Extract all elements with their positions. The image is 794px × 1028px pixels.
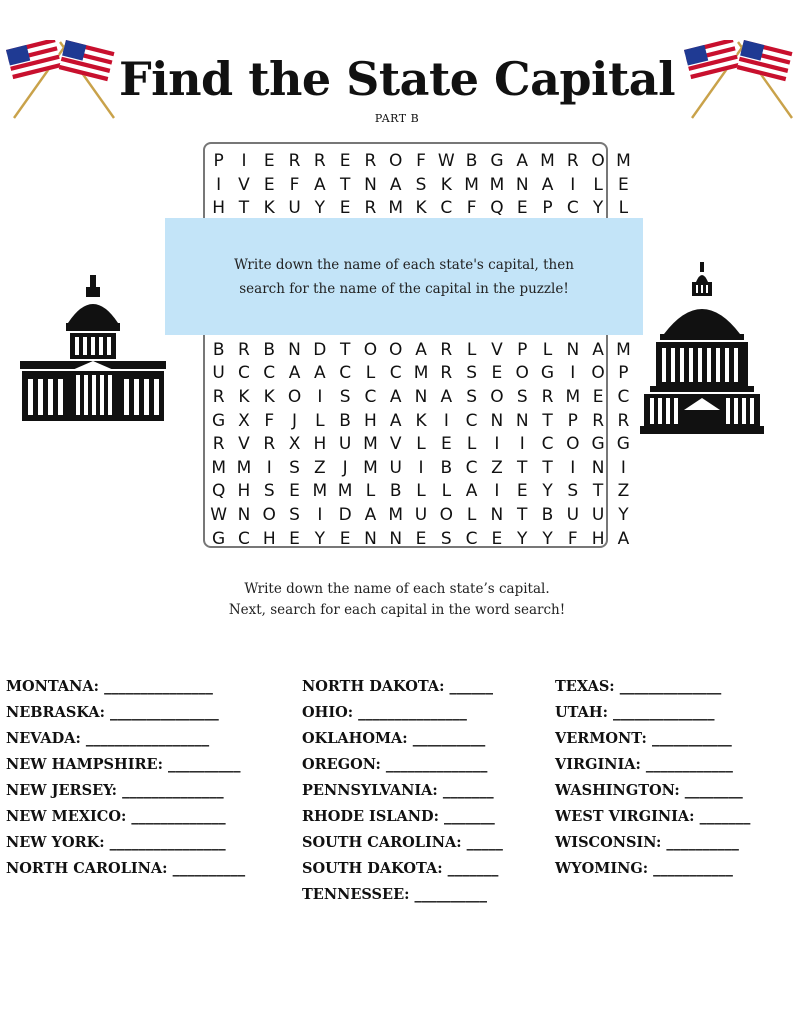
grid-letter[interactable]: S: [516, 386, 528, 407]
grid-letter[interactable]: Y: [542, 481, 553, 502]
instructions: [0, 579, 794, 621]
state-entry[interactable]: OKLAHOMA: __________: [302, 730, 486, 747]
grid-letter[interactable]: B: [339, 410, 351, 431]
grid-letter[interactable]: T: [517, 504, 528, 525]
grid-letter[interactable]: T: [238, 198, 250, 219]
grid-letter[interactable]: E: [491, 363, 503, 384]
grid-letter[interactable]: E: [491, 528, 503, 549]
grid-letter[interactable]: V: [389, 434, 402, 455]
grid-letter[interactable]: S: [289, 504, 300, 525]
grid-letter[interactable]: S: [466, 386, 478, 407]
grid-letter[interactable]: U: [414, 504, 428, 525]
state-entry[interactable]: OREGON: ______________: [302, 756, 488, 773]
grid-letter[interactable]: K: [415, 410, 427, 431]
state-entry[interactable]: VERMONT: ___________: [555, 730, 732, 747]
grid-letter[interactable]: I: [317, 386, 323, 407]
grid-letter[interactable]: O: [389, 339, 403, 360]
grid-letter[interactable]: M: [540, 151, 555, 171]
state-entry[interactable]: NEBRASKA: _______________: [6, 704, 219, 721]
grid-letter[interactable]: E: [339, 198, 351, 219]
grid-row: [206, 174, 636, 198]
capitol-building-icon-right: [640, 262, 764, 434]
grid-letter[interactable]: H: [212, 198, 226, 219]
grid-letter[interactable]: R: [617, 410, 630, 431]
grid-row: [206, 480, 636, 504]
grid-letter[interactable]: C: [389, 363, 402, 384]
state-entry[interactable]: PENNSYLVANIA: _______: [302, 782, 494, 799]
grid-letter[interactable]: V: [238, 174, 250, 195]
grid-letter[interactable]: T: [542, 457, 553, 478]
grid-letter[interactable]: R: [541, 386, 554, 407]
grid-letter[interactable]: A: [617, 528, 630, 549]
grid-letter[interactable]: F: [416, 151, 426, 171]
grid-letter[interactable]: C: [465, 528, 478, 549]
grid-letter[interactable]: L: [416, 481, 426, 502]
grid-letter[interactable]: E: [289, 528, 300, 549]
grid-letter[interactable]: L: [416, 434, 426, 455]
state-entry[interactable]: WASHINGTON: ________: [555, 782, 743, 799]
grid-letter[interactable]: O: [515, 363, 529, 384]
grid-row: [206, 150, 636, 174]
grid-letter[interactable]: S: [440, 528, 452, 549]
grid-letter[interactable]: E: [415, 528, 427, 549]
grid-letter[interactable]: Y: [618, 504, 629, 525]
instructions-line-1: Write down the name of each state’s capital.: [244, 581, 550, 597]
state-entry[interactable]: TENNESSEE: __________: [302, 886, 488, 903]
grid-letter[interactable]: O: [591, 363, 605, 384]
grid-letter[interactable]: M: [211, 457, 226, 478]
grid-letter[interactable]: I: [570, 457, 576, 478]
grid-letter[interactable]: A: [314, 363, 326, 384]
grid-letter[interactable]: X: [288, 434, 301, 455]
grid-letter[interactable]: F: [289, 174, 300, 195]
grid-row: [206, 504, 636, 528]
grid-letter[interactable]: M: [616, 151, 631, 171]
grid-letter[interactable]: B: [263, 339, 276, 360]
grid-letter[interactable]: P: [213, 151, 224, 171]
grid-letter[interactable]: L: [618, 198, 629, 219]
grid-letter[interactable]: L: [441, 481, 452, 502]
grid-letter[interactable]: R: [364, 151, 377, 171]
grid-letter[interactable]: I: [494, 481, 500, 502]
grid-letter[interactable]: M: [464, 174, 479, 195]
capitol-building-icon-left: [18, 275, 168, 421]
grid-letter[interactable]: S: [263, 481, 275, 502]
grid-letter[interactable]: O: [591, 151, 605, 171]
grid-letter[interactable]: E: [516, 198, 528, 219]
grid-letter[interactable]: J: [292, 410, 298, 431]
grid-letter[interactable]: R: [440, 363, 453, 384]
state-entry[interactable]: WEST VIRGINIA: _______: [555, 808, 751, 825]
grid-letter[interactable]: G: [212, 528, 226, 549]
grid-letter[interactable]: N: [515, 174, 529, 195]
state-entry[interactable]: VIRGINIA: ____________: [555, 756, 733, 773]
grid-row: [206, 528, 636, 552]
grid-letter[interactable]: G: [616, 434, 630, 455]
state-entry[interactable]: MONTANA: _______________: [6, 678, 213, 695]
state-entry[interactable]: NEW JERSEY: ______________: [6, 782, 224, 799]
grid-letter[interactable]: M: [565, 386, 581, 407]
grid-letter[interactable]: A: [314, 174, 326, 195]
grid-letter[interactable]: A: [389, 410, 402, 431]
grid-letter[interactable]: B: [389, 481, 402, 502]
states-column-2: [302, 676, 503, 910]
grid-letter[interactable]: M: [388, 504, 404, 525]
grid-letter[interactable]: S: [415, 174, 427, 195]
grid-letter[interactable]: M: [236, 457, 252, 478]
state-entry[interactable]: NORTH DAKOTA: ______: [302, 678, 494, 695]
grid-letter[interactable]: J: [342, 457, 348, 478]
grid-letter[interactable]: E: [516, 481, 528, 502]
state-entry[interactable]: SOUTH DAKOTA: _______: [302, 860, 499, 877]
grid-letter[interactable]: O: [287, 386, 302, 407]
grid-letter[interactable]: K: [263, 386, 275, 407]
grid-letter[interactable]: I: [494, 434, 500, 455]
state-entry[interactable]: UTAH: ______________: [555, 704, 715, 721]
grid-letter[interactable]: S: [339, 386, 351, 407]
grid-letter[interactable]: Z: [491, 457, 503, 478]
grid-letter[interactable]: A: [288, 363, 301, 384]
grid-letter[interactable]: A: [516, 151, 529, 171]
grid-letter[interactable]: R: [263, 434, 276, 455]
grid-row: [206, 339, 636, 363]
grid-letter[interactable]: N: [490, 504, 504, 525]
grid-letter[interactable]: L: [542, 339, 553, 360]
grid-letter[interactable]: N: [515, 410, 529, 431]
state-entry[interactable]: WISCONSIN: __________: [555, 834, 739, 851]
grid-letter[interactable]: R: [364, 198, 377, 219]
state-entry[interactable]: NEVADA: _________________: [6, 730, 210, 747]
grid-letter[interactable]: U: [389, 457, 402, 478]
grid-letter[interactable]: M: [337, 481, 353, 502]
grid-letter[interactable]: C: [238, 528, 250, 549]
grid-letter[interactable]: O: [363, 339, 378, 360]
state-entry[interactable]: RHODE ISLAND: _______: [302, 808, 495, 825]
grid-letter[interactable]: A: [440, 386, 453, 407]
grid-letter[interactable]: I: [418, 457, 424, 478]
grid-letter[interactable]: I: [317, 504, 323, 525]
grid-letter[interactable]: A: [415, 339, 427, 360]
page-title: Find the State Capital: [118, 52, 676, 106]
state-entry[interactable]: NEW HAMPSHIRE: __________: [6, 756, 241, 773]
grid-letter[interactable]: M: [489, 174, 505, 195]
grid-letter[interactable]: N: [364, 528, 377, 549]
grid-letter[interactable]: E: [339, 528, 351, 549]
grid-letter[interactable]: U: [338, 434, 352, 455]
grid-letter[interactable]: G: [490, 151, 504, 171]
grid-letter[interactable]: E: [263, 151, 275, 171]
grid-letter[interactable]: A: [541, 174, 554, 195]
grid-letter[interactable]: Y: [517, 528, 528, 549]
grid-letter[interactable]: R: [566, 151, 579, 171]
grid-letter[interactable]: C: [238, 363, 250, 384]
state-entry[interactable]: NEW YORK: ________________: [6, 834, 226, 851]
grid-letter[interactable]: Y: [592, 198, 604, 219]
grid-letter[interactable]: A: [389, 174, 402, 195]
state-entry[interactable]: WYOMING: ___________: [555, 860, 733, 877]
grid-letter[interactable]: H: [237, 481, 251, 502]
grid-letter[interactable]: N: [237, 504, 251, 525]
grid-letter[interactable]: A: [364, 504, 377, 525]
grid-letter[interactable]: U: [288, 198, 301, 219]
grid-letter[interactable]: K: [440, 174, 452, 195]
grid-letter[interactable]: S: [289, 457, 300, 478]
state-entry[interactable]: NEW MEXICO: _____________: [6, 808, 226, 825]
grid-letter[interactable]: D: [338, 504, 352, 525]
grid-letter[interactable]: Y: [314, 528, 326, 549]
grid-letter[interactable]: T: [542, 410, 553, 431]
grid-letter[interactable]: S: [567, 481, 579, 502]
grid-letter[interactable]: E: [339, 151, 351, 171]
grid-letter[interactable]: Z: [617, 481, 630, 502]
grid-letter[interactable]: A: [592, 339, 604, 360]
banner-line-1: Write down the name of each state's capital, then: [234, 256, 574, 273]
grid-letter[interactable]: C: [566, 198, 579, 219]
grid-letter[interactable]: I: [241, 151, 247, 171]
grid-letter[interactable]: I: [443, 410, 449, 431]
grid-letter[interactable]: N: [414, 386, 428, 407]
grid-letter[interactable]: R: [212, 386, 225, 407]
grid-letter[interactable]: E: [263, 174, 275, 195]
grid-letter[interactable]: P: [618, 363, 629, 384]
grid-letter[interactable]: R: [212, 434, 225, 455]
grid-row: [206, 386, 636, 410]
grid-letter[interactable]: Y: [542, 528, 553, 549]
state-entry[interactable]: NORTH CAROLINA: __________: [6, 860, 246, 877]
grid-letter[interactable]: H: [313, 434, 327, 455]
grid-letter[interactable]: U: [591, 504, 605, 525]
grid-letter[interactable]: R: [288, 151, 301, 171]
grid-letter[interactable]: T: [339, 174, 351, 195]
grid-letter[interactable]: F: [264, 410, 275, 431]
grid-letter[interactable]: I: [620, 457, 626, 478]
grid-letter[interactable]: L: [365, 363, 376, 384]
grid-letter[interactable]: C: [541, 434, 554, 455]
instruction-banner: [165, 218, 643, 335]
states-column-3: [555, 676, 750, 884]
grid-letter[interactable]: I: [519, 434, 525, 455]
grid-letter[interactable]: K: [415, 198, 427, 219]
grid-letter[interactable]: F: [567, 528, 578, 549]
state-entry[interactable]: OHIO: _______________: [302, 704, 467, 721]
state-entry[interactable]: TEXAS: ______________: [555, 678, 722, 695]
grid-letter[interactable]: I: [266, 457, 272, 478]
grid-letter[interactable]: G: [540, 363, 555, 384]
grid-letter[interactable]: A: [465, 481, 478, 502]
grid-letter[interactable]: M: [413, 363, 429, 384]
grid-letter[interactable]: B: [541, 504, 554, 525]
grid-letter[interactable]: L: [466, 339, 477, 360]
grid-letter[interactable]: Z: [314, 457, 326, 478]
instructions-line-2: Next, search for each capital in the word search!: [228, 602, 566, 618]
state-entry[interactable]: SOUTH CAROLINA: _____: [302, 834, 503, 851]
grid-letter[interactable]: K: [238, 386, 250, 407]
grid-letter[interactable]: P: [567, 410, 578, 431]
grid-letter[interactable]: C: [339, 363, 352, 384]
grid-letter[interactable]: G: [591, 434, 605, 455]
grid-letter[interactable]: H: [262, 528, 276, 549]
grid-letter[interactable]: T: [517, 457, 528, 478]
grid-letter[interactable]: O: [566, 434, 580, 455]
grid-letter[interactable]: K: [263, 198, 275, 219]
grid-letter[interactable]: R: [313, 151, 326, 171]
grid-letter[interactable]: B: [212, 339, 225, 360]
states-column-1: [6, 676, 245, 884]
grid-letter[interactable]: I: [216, 174, 222, 195]
grid-letter[interactable]: M: [616, 339, 631, 360]
grid-letter[interactable]: E: [289, 481, 300, 502]
grid-letter[interactable]: B: [440, 457, 453, 478]
grid-letter[interactable]: O: [439, 504, 454, 525]
grid-letter[interactable]: M: [312, 481, 328, 502]
grid-letter[interactable]: U: [566, 504, 580, 525]
grid-letter[interactable]: D: [313, 339, 327, 360]
grid-letter[interactable]: C: [465, 457, 478, 478]
grid-letter[interactable]: L: [365, 481, 376, 502]
grid-letter[interactable]: C: [465, 410, 478, 431]
grid-letter[interactable]: W: [437, 151, 455, 171]
grid-letter[interactable]: N: [364, 174, 377, 195]
grid-letter[interactable]: L: [466, 504, 477, 525]
grid-letter[interactable]: E: [618, 174, 629, 195]
grid-letter[interactable]: M: [363, 457, 378, 478]
grid-letter[interactable]: T: [339, 339, 351, 360]
grid-letter[interactable]: C: [263, 363, 276, 384]
grid-letter[interactable]: U: [212, 363, 225, 384]
grid-letter[interactable]: Y: [314, 198, 326, 219]
grid-letter[interactable]: R: [592, 410, 604, 431]
grid-letter[interactable]: N: [566, 339, 580, 360]
grid-letter[interactable]: O: [262, 504, 276, 525]
grid-letter[interactable]: I: [570, 363, 576, 384]
grid-letter[interactable]: R: [238, 339, 250, 360]
banner-line-2: search for the name of the capital in the puzzle!: [239, 280, 569, 297]
grid-letter[interactable]: S: [466, 363, 478, 384]
grid-letter[interactable]: G: [212, 410, 226, 431]
grid-letter[interactable]: H: [591, 528, 605, 549]
grid-letter[interactable]: C: [617, 386, 630, 407]
grid-row: [206, 362, 636, 386]
word-search-grid: [206, 150, 636, 551]
grid-letter[interactable]: E: [440, 434, 452, 455]
grid-letter[interactable]: L: [315, 410, 325, 431]
grid-row: [206, 433, 636, 457]
grid-row: [206, 457, 636, 481]
grid-letter[interactable]: C: [440, 198, 453, 219]
grid-letter[interactable]: R: [440, 339, 453, 360]
grid-letter[interactable]: I: [570, 174, 576, 195]
grid-letter[interactable]: N: [389, 528, 403, 549]
grid-letter[interactable]: O: [389, 151, 403, 171]
grid-letter[interactable]: N: [490, 410, 504, 431]
grid-row: [206, 410, 636, 434]
grid-letter[interactable]: O: [490, 386, 504, 407]
page-subtitle: PART B: [374, 112, 420, 125]
grid-letter[interactable]: W: [210, 504, 228, 525]
grid-letter[interactable]: Q: [211, 481, 226, 502]
grid-letter[interactable]: F: [466, 198, 477, 219]
grid-letter[interactable]: C: [364, 386, 377, 407]
grid-letter[interactable]: N: [591, 457, 605, 478]
grid-letter[interactable]: M: [363, 434, 378, 455]
grid-letter[interactable]: L: [593, 174, 603, 195]
grid-letter[interactable]: H: [364, 410, 377, 431]
grid-letter[interactable]: V: [238, 434, 250, 455]
grid-letter[interactable]: E: [592, 386, 604, 407]
grid-letter[interactable]: T: [592, 481, 604, 502]
grid-letter[interactable]: P: [542, 198, 553, 219]
grid-letter[interactable]: Q: [490, 198, 504, 219]
grid-letter[interactable]: V: [491, 339, 503, 360]
grid-letter[interactable]: P: [517, 339, 528, 360]
grid-letter[interactable]: A: [389, 386, 402, 407]
grid-letter[interactable]: L: [466, 434, 477, 455]
grid-letter[interactable]: X: [238, 410, 250, 431]
grid-letter[interactable]: B: [465, 151, 478, 171]
grid-letter[interactable]: N: [288, 339, 301, 360]
grid-letter[interactable]: M: [388, 198, 404, 219]
